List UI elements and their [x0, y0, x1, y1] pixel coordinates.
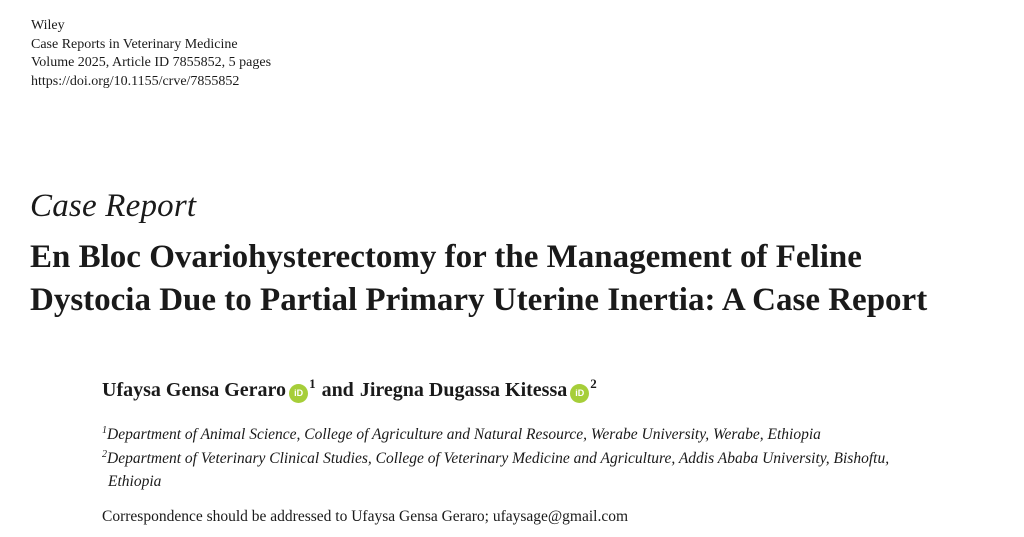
affiliation-number: 2 — [102, 448, 107, 460]
volume-info: Volume 2025, Article ID 7855852, 5 pages — [31, 55, 272, 70]
author-affiliation-number: 1 — [309, 375, 316, 391]
article-title — [30, 236, 1020, 322]
affiliation-1 — [102, 424, 1007, 448]
article-meta — [31, 17, 271, 91]
author-list — [102, 375, 601, 402]
article-title-line-1: En Bloc Ovariohysterectomy for the Management of Feline — [30, 239, 862, 275]
affiliation-list — [102, 424, 1007, 493]
affiliation-number: 1 — [102, 425, 107, 436]
affiliation-2-continuation: Ethiopia — [108, 473, 162, 490]
affiliation-text: Department of Veterinary Clinical Studies, College of Veterinary Medicine and Agriculture, Addis Ababa University, Bishoftu, — [107, 449, 890, 467]
author-name: Jiregna Dugassa Kitessa — [359, 379, 568, 401]
orcid-icon[interactable]: iD — [289, 384, 308, 403]
affiliation-text: Department of Animal Science, College of Agriculture and Natural Resource, Werabe University, Werabe, Ethiopia — [107, 426, 821, 443]
doi-link[interactable]: https://doi.org/10.1155/crve/7855852 — [31, 73, 240, 89]
correspondence-note: Correspondence should be addressed to Ufaysa Gensa Geraro; ufaysage@gmail.com — [102, 508, 629, 525]
publisher-name: Wiley — [31, 18, 65, 33]
author-affiliation-number: 2 — [590, 375, 597, 391]
journal-name: Case Reports in Veterinary Medicine — [31, 36, 238, 52]
orcid-icon[interactable]: iD — [570, 384, 589, 403]
author-name: Ufaysa Gensa Geraro — [102, 379, 287, 401]
author-separator: and — [321, 379, 354, 401]
article-type: Case Report — [30, 188, 197, 224]
affiliation-2 — [102, 448, 1007, 472]
article-title-line-2: Dystocia Due to Partial Primary Uterine Inertia: A Case Report — [30, 282, 928, 318]
